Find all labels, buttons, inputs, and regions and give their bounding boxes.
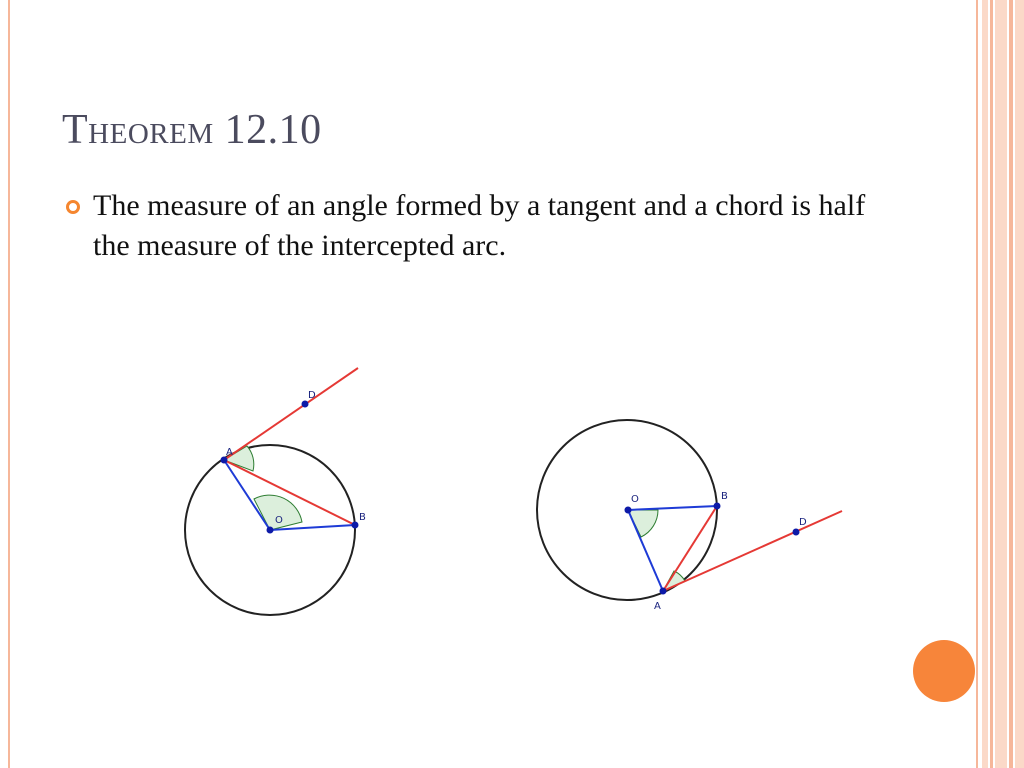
bullet-item	[66, 186, 926, 266]
right-border-stripe	[976, 0, 978, 768]
tangent-line	[663, 511, 842, 591]
right-border-stripe	[1015, 0, 1024, 768]
label-o: O	[275, 515, 283, 526]
slide-title: Theorem 12.10	[62, 107, 322, 153]
label-a: A	[226, 447, 233, 458]
point-d	[302, 401, 309, 408]
decorative-orange-circle	[913, 640, 975, 702]
right-border-stripe	[995, 0, 1007, 768]
label-b: B	[721, 491, 728, 502]
label-d: D	[799, 517, 807, 528]
label-a: A	[654, 601, 661, 612]
point-b	[352, 522, 359, 529]
point-o	[625, 507, 632, 514]
label-d: D	[308, 390, 316, 401]
right-border-stripe	[1009, 0, 1013, 768]
bullet-text: The measure of an angle formed by a tangent and a chord is half the measure of the intercepted arc.	[93, 189, 866, 262]
point-b	[714, 503, 721, 510]
right-border-stripe	[982, 0, 988, 768]
central-angle-marker	[628, 510, 658, 537]
radius-ob	[628, 506, 717, 510]
tangent-line	[224, 368, 358, 460]
left-border-rule	[8, 0, 10, 768]
right-circle-diagram	[520, 400, 860, 620]
right-border-stripe	[990, 0, 993, 768]
bullet-ring-icon	[66, 200, 80, 214]
point-a	[660, 588, 667, 595]
left-circle-diagram	[150, 360, 410, 630]
point-o	[267, 527, 274, 534]
label-b: B	[359, 512, 366, 523]
point-d	[793, 529, 800, 536]
label-o: O	[631, 494, 639, 505]
